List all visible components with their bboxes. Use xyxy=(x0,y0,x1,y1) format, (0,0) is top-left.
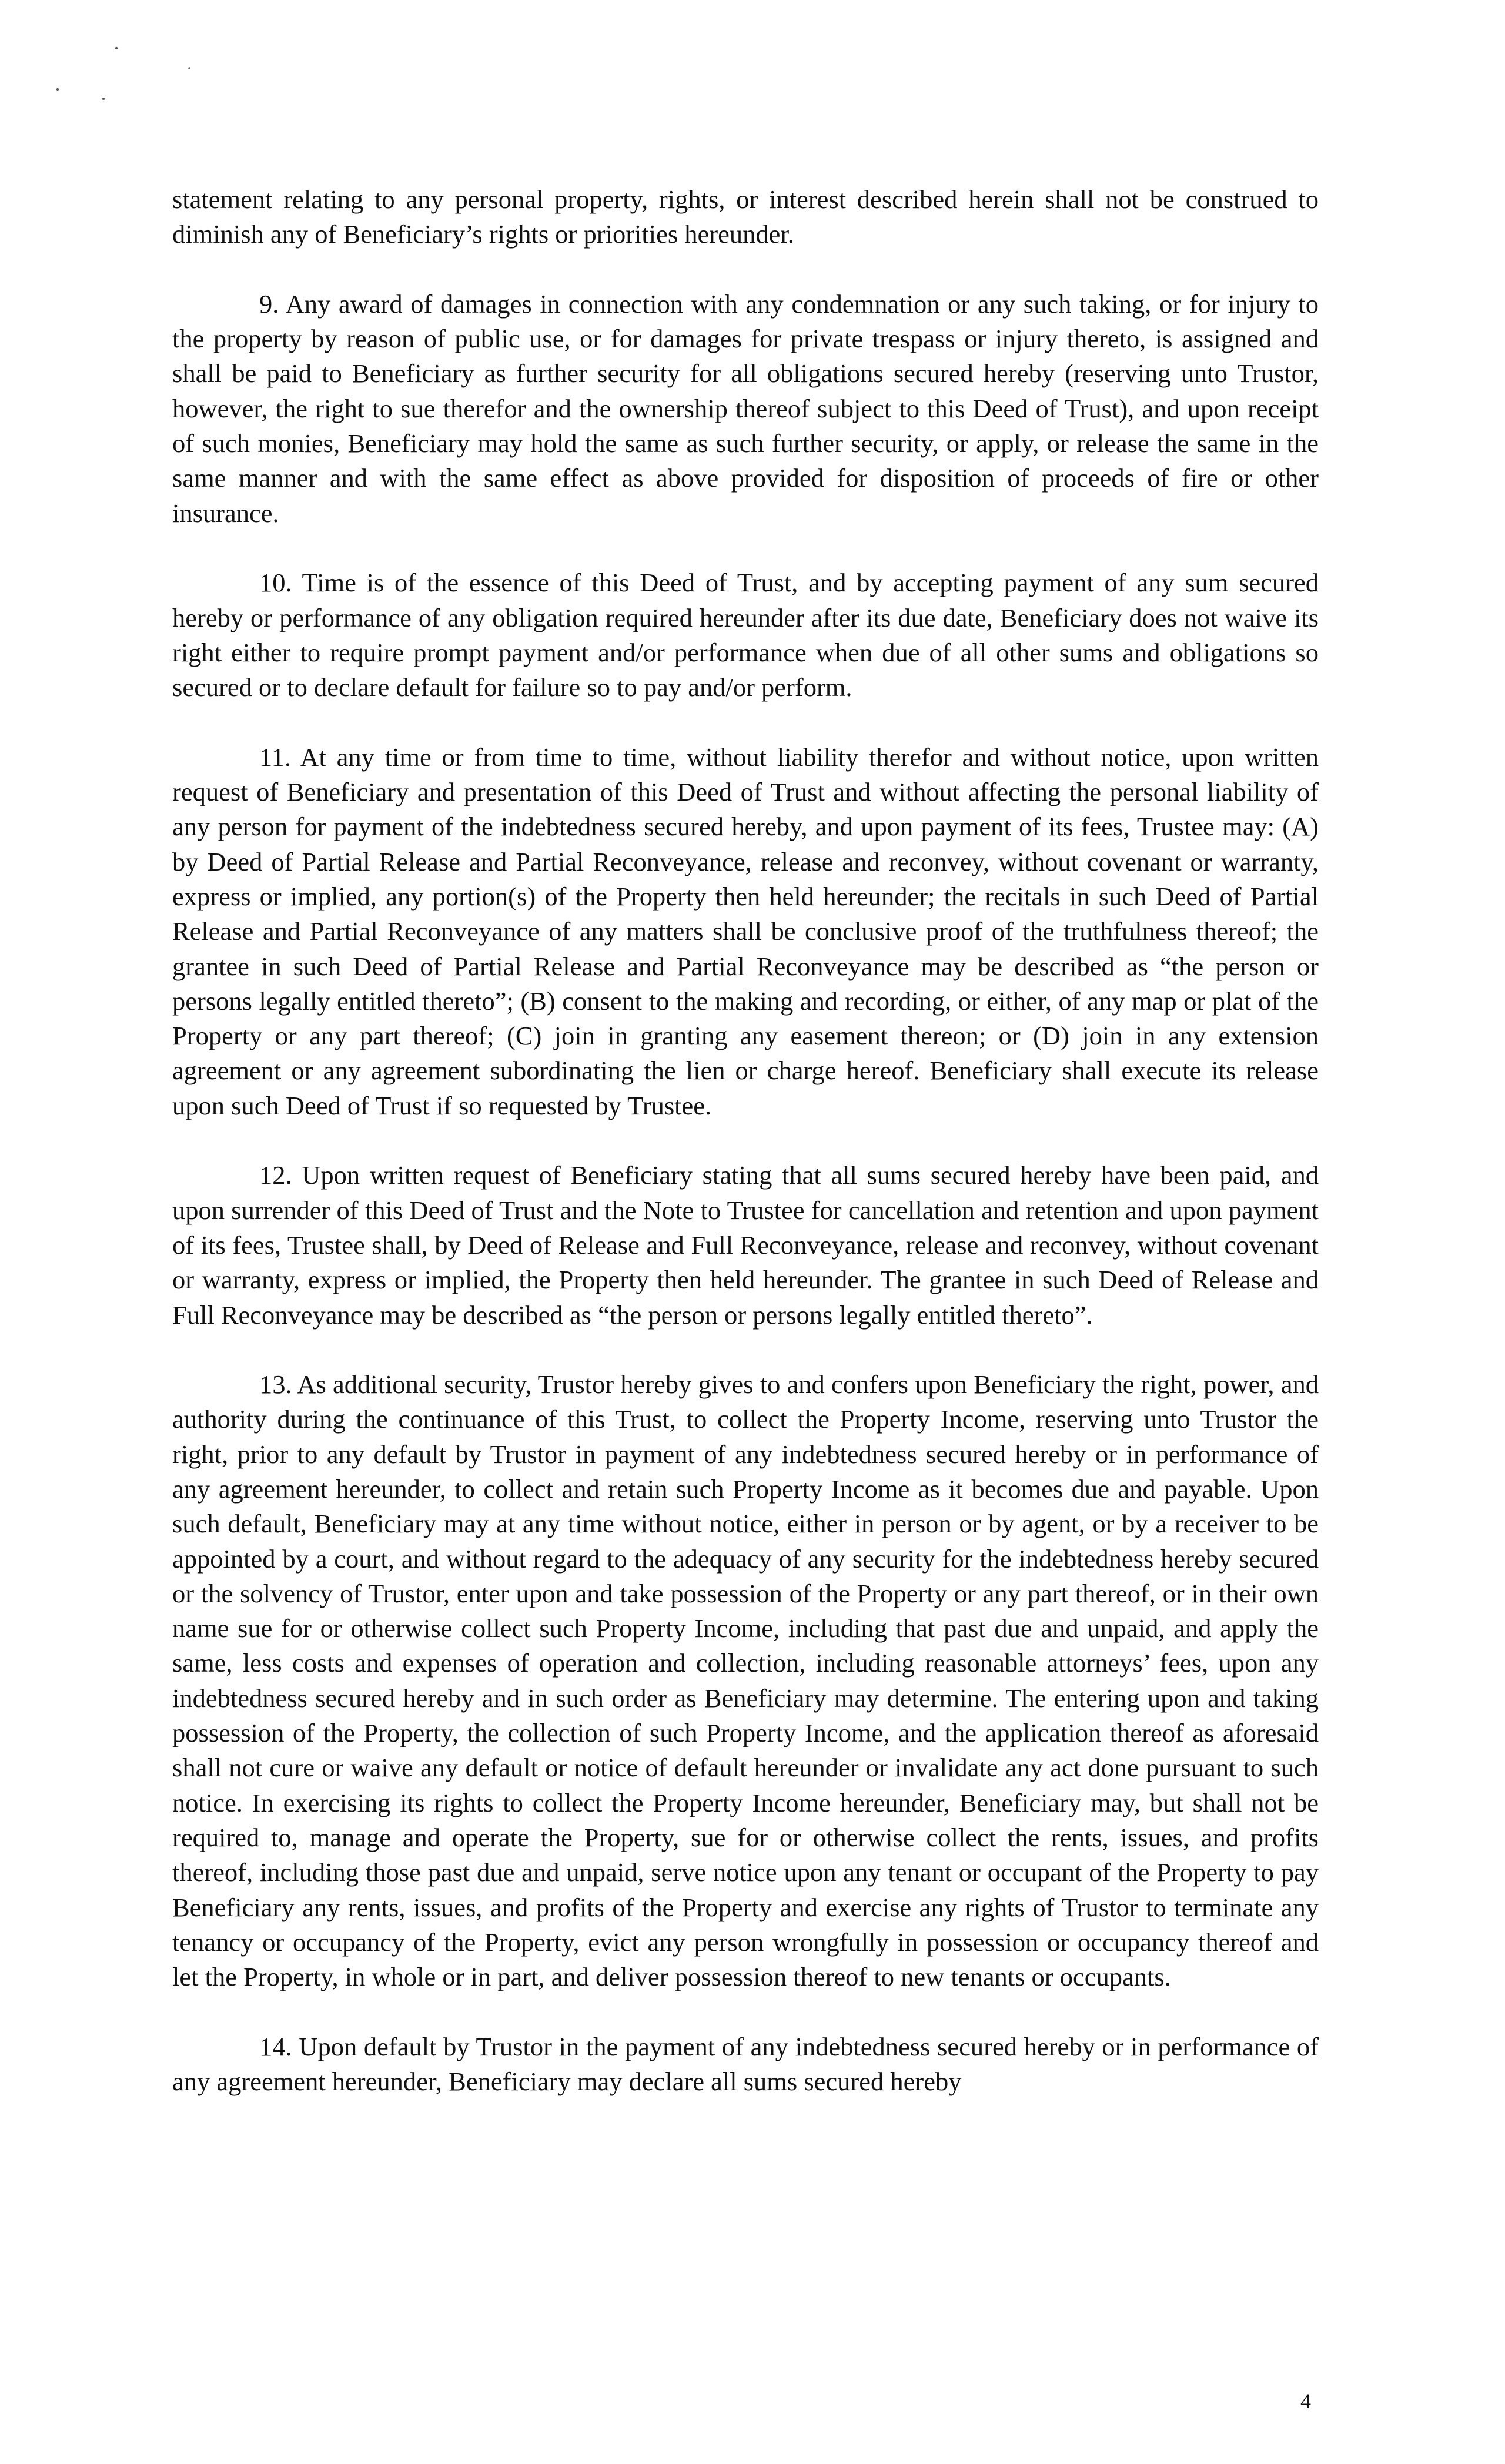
scan-specks xyxy=(41,41,194,123)
paragraph-10: 10. Time is of the essence of this Deed of Trust, and by accepting payment of any sum secured hereby or performance of any obligation required hereunder after its due date, Beneficiary does not waive its right either to require prompt payment and/or performance when due of all other sums and obligations so secured or to declare default for failure so to pay and/or perform. xyxy=(172,568,1319,702)
paragraph-14: 14. Upon default by Trustor in the payment of any indebtedness secured hereby or in performance of any agreement hereunder, Beneficiary may declare all sums secured hereby xyxy=(172,2031,1319,2097)
paragraph-11: 11. At any time or from time to time, without liability therefor and without notice, upon written request of Beneficiary and presentation of this Deed of Trust and without affecting the personal liability of any person for payment of the indebtedness secured hereby, and upon payment of its fees, Trustee may: (A) by Deed of Partial Release and Partial Reconveyance, release and reconvey, without covenant or warranty, express or implied, any portion(s) of the Property then held hereunder; the recitals in such Deed of Partial Release and Partial Reconveyance of any matters shall be conclusive proof of the truthfulness thereof; the grantee in such Deed of Partial Release and Partial Reconveyance may be described as “the person or persons legally entitled thereto”; (B) consent to the making and recording, or either, of any map or plat of the Property or any part thereof; (C) join in granting any easement thereon; or (D) join in any extension agreement or any agreement subordinating the lien or charge hereof. Beneficiary shall execute its release upon such Deed of Trust if so requested by Trustee. xyxy=(172,742,1319,1120)
page-number: 4 xyxy=(1300,2389,1311,2413)
paragraph-13: 13. As additional security, Trustor hereby gives to and confers upon Beneficiary the right, power, and authority during the continuance of this Trust, to collect the Property Income, reserving unto Trustor the right, prior to any default by Trustor in payment of any indebtedness secured hereby or in performance of any agreement hereunder, to collect and retain such Property Income as it becomes due and payable. Upon such default, Beneficiary may at any time without notice, either in person or by agent, or by a receiver to be appointed by a court, and without regard to the adequacy of any security for the indebtedness hereby secured or the solvency of Trustor, enter upon and take possession of the Property or any part thereof, or in their own name sue for or otherwise collect such Property Income, including that past due and unpaid, and apply the same, less costs and expenses of operation and collection, including reasonable attorneys’ fees, upon any indebtedness secured hereby and in such order as Beneficiary may determine. The entering upon and taking possession of the Property, the collection of such Property Income, and the application thereof as aforesaid shall not cure or waive any default or notice of default hereunder or invalidate any act done pursuant to such notice. In exercising its rights to collect the Property Income hereunder, Beneficiary may, but shall not be required to, manage and operate the Property, sue for or otherwise collect the rents, issues, and profits thereof, including those past due and unpaid, serve notice upon any tenant or occupant of the Property to pay Beneficiary any rents, issues, and profits of the Property and exercise any rights of Trustor to terminate any tenancy or occupancy of the Property, evict any person wrongfully in possession or occupancy thereof and let the Property, in whole or in part, and deliver possession thereof to new tenants or occupants. xyxy=(172,1370,1319,1992)
paragraph-9: 9. Any award of damages in connection with any condemnation or any such taking, or for injury to the property by reason of public use, or for damages for private trespass or injury thereto, is assigned and shall be paid to Beneficiary as further security for all obligations secured hereby (reserving unto Trustor, however, the right to sue therefor and the ownership thereof subject to this Deed of Trust), and upon receipt of such monies, Beneficiary may hold the same as such further security, or apply, or release the same in the same manner and with the same effect as above provided for disposition of proceeds of fire or other insurance. xyxy=(172,289,1319,528)
scan-speck xyxy=(115,47,118,49)
scan-speck xyxy=(188,67,190,69)
scan-speck xyxy=(56,88,59,91)
document-body xyxy=(172,182,1319,2099)
paragraph-continuation: statement relating to any personal property, rights, or interest described herein shall not be construed to diminish any of Beneficiary’s rights or priorities hereunder. xyxy=(172,185,1319,249)
scan-speck xyxy=(102,98,105,100)
paragraph-12: 12. Upon written request of Beneficiary stating that all sums secured hereby have been paid, and upon surrender of this Deed of Trust and the Note to Trustee for cancellation and retention and upon payment of its fees, Trustee shall, by Deed of Release and Full Reconveyance, release and reconvey, without covenant or warranty, express or implied, the Property then held hereunder. The grantee in such Deed of Release and Full Reconveyance may be described as “the person or persons legally entitled thereto”. xyxy=(172,1160,1319,1330)
